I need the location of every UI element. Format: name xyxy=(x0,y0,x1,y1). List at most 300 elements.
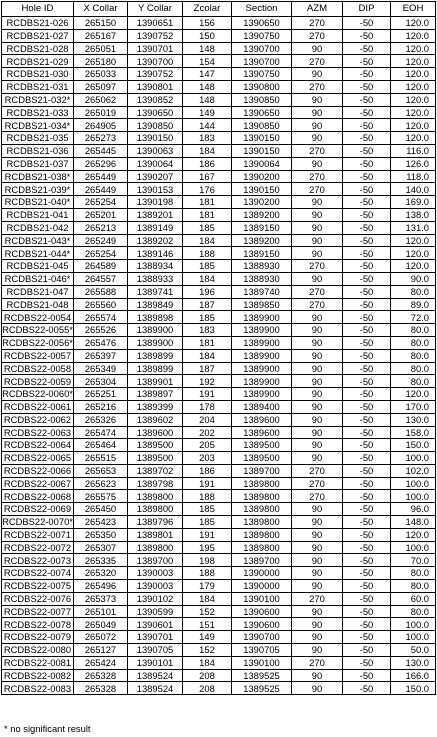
zcollar-cell: 183 xyxy=(183,132,232,145)
x-collar-cell: 265476 xyxy=(74,336,128,349)
section-cell: 1390750 xyxy=(232,68,292,81)
x-collar-cell: 265101 xyxy=(74,605,128,618)
x-collar-cell: 265445 xyxy=(74,144,128,157)
dip-cell: -50 xyxy=(343,260,391,273)
table-row xyxy=(2,375,436,388)
hole-id-cell: RCDBS21-043* xyxy=(2,234,74,247)
table-row xyxy=(2,119,436,132)
azm-cell: 90 xyxy=(292,426,343,439)
azm-cell: 90 xyxy=(292,605,343,618)
y-collar-cell: 1389602 xyxy=(128,413,183,426)
eoh-cell: 126.0 xyxy=(391,157,436,170)
x-collar-cell: 265474 xyxy=(74,426,128,439)
section-cell: 1390750 xyxy=(232,29,292,42)
x-collar-cell: 265049 xyxy=(74,618,128,631)
table-row xyxy=(2,413,436,426)
azm-cell: 90 xyxy=(292,528,343,541)
x-collar-cell: 265051 xyxy=(74,42,128,55)
y-collar-cell: 1388933 xyxy=(128,272,183,285)
eoh-cell: 120.0 xyxy=(391,55,436,68)
x-collar-cell: 265397 xyxy=(74,349,128,362)
azm-cell: 90 xyxy=(292,682,343,695)
zcollar-cell: 148 xyxy=(183,80,232,93)
zcollar-cell: 144 xyxy=(183,119,232,132)
x-collar-cell: 265254 xyxy=(74,196,128,209)
y-collar-cell: 1389900 xyxy=(128,336,183,349)
azm-cell: 90 xyxy=(292,42,343,55)
hole-id-cell: RCDBS22-0080 xyxy=(2,644,74,657)
table-row xyxy=(2,631,436,644)
header-section: Section xyxy=(232,2,292,17)
zcollar-cell: 184 xyxy=(183,592,232,605)
table-row xyxy=(2,490,436,503)
hole-id-cell: RCDBS22-0058 xyxy=(2,362,74,375)
x-collar-cell: 265328 xyxy=(74,669,128,682)
section-cell: 1390200 xyxy=(232,170,292,183)
header-zcollar: Zcolar xyxy=(183,2,232,17)
table-row xyxy=(2,400,436,413)
section-cell: 1389800 xyxy=(232,503,292,516)
section-cell: 1389900 xyxy=(232,311,292,324)
hole-id-cell: RCDBS21-036 xyxy=(2,144,74,157)
section-cell: 1389900 xyxy=(232,324,292,337)
section-cell: 1390700 xyxy=(232,42,292,55)
y-collar-cell: 1390207 xyxy=(128,170,183,183)
section-cell: 1389700 xyxy=(232,554,292,567)
dip-cell: -50 xyxy=(343,55,391,68)
section-cell: 1388930 xyxy=(232,272,292,285)
x-collar-cell: 265019 xyxy=(74,106,128,119)
eoh-cell: 120.0 xyxy=(391,106,436,119)
y-collar-cell: 1388934 xyxy=(128,260,183,273)
dip-cell: -50 xyxy=(343,631,391,644)
zcollar-cell: 148 xyxy=(183,42,232,55)
eoh-cell: 120.0 xyxy=(391,388,436,401)
zcollar-cell: 203 xyxy=(183,452,232,465)
eoh-cell: 90.0 xyxy=(391,272,436,285)
table-row xyxy=(2,618,436,631)
table-row xyxy=(2,439,436,452)
section-cell: 1390064 xyxy=(232,157,292,170)
zcollar-cell: 152 xyxy=(183,644,232,657)
section-cell: 1389500 xyxy=(232,452,292,465)
dip-cell: -50 xyxy=(343,644,391,657)
dip-cell: -50 xyxy=(343,29,391,42)
y-collar-cell: 1389500 xyxy=(128,452,183,465)
table-row xyxy=(2,208,436,221)
x-collar-cell: 265273 xyxy=(74,132,128,145)
dip-cell: -50 xyxy=(343,272,391,285)
zcollar-cell: 149 xyxy=(183,106,232,119)
section-cell: 1390200 xyxy=(232,196,292,209)
zcollar-cell: 184 xyxy=(183,349,232,362)
y-collar-cell: 1390705 xyxy=(128,644,183,657)
eoh-cell: 170.0 xyxy=(391,400,436,413)
y-collar-cell: 1390701 xyxy=(128,631,183,644)
azm-cell: 270 xyxy=(292,80,343,93)
section-cell: 1389500 xyxy=(232,439,292,452)
x-collar-cell: 265249 xyxy=(74,234,128,247)
hole-id-cell: RCDBS22-0057 xyxy=(2,349,74,362)
zcollar-cell: 208 xyxy=(183,669,232,682)
dip-cell: -50 xyxy=(343,285,391,298)
table-row xyxy=(2,132,436,145)
dip-cell: -50 xyxy=(343,311,391,324)
dip-cell: -50 xyxy=(343,554,391,567)
eoh-cell: 120.0 xyxy=(391,29,436,42)
table-row xyxy=(2,298,436,311)
eoh-cell: 80.0 xyxy=(391,285,436,298)
eoh-cell: 80.0 xyxy=(391,605,436,618)
zcollar-cell: 149 xyxy=(183,631,232,644)
hole-id-cell: RCDBS22-0068 xyxy=(2,490,74,503)
eoh-cell: 120.0 xyxy=(391,119,436,132)
hole-id-cell: RCDBS21-045 xyxy=(2,260,74,273)
eoh-cell: 158.0 xyxy=(391,426,436,439)
x-collar-cell: 265180 xyxy=(74,55,128,68)
table-row xyxy=(2,285,436,298)
azm-cell: 90 xyxy=(292,362,343,375)
header-row xyxy=(2,2,436,17)
x-collar-cell: 265575 xyxy=(74,490,128,503)
section-cell: 1389200 xyxy=(232,234,292,247)
eoh-cell: 148.0 xyxy=(391,516,436,529)
x-collar-cell: 264589 xyxy=(74,260,128,273)
azm-cell: 90 xyxy=(292,644,343,657)
hole-id-cell: RCDBS21-041 xyxy=(2,208,74,221)
x-collar-cell: 265201 xyxy=(74,208,128,221)
zcollar-cell: 181 xyxy=(183,336,232,349)
section-cell: 1390800 xyxy=(232,80,292,93)
hole-id-cell: RCDBS21-029 xyxy=(2,55,74,68)
zcollar-cell: 179 xyxy=(183,580,232,593)
azm-cell: 270 xyxy=(292,464,343,477)
header-azm: AZM xyxy=(292,2,343,17)
eoh-cell: 120.0 xyxy=(391,247,436,260)
table-row xyxy=(2,336,436,349)
zcollar-cell: 167 xyxy=(183,170,232,183)
table-row xyxy=(2,17,436,30)
zcollar-cell: 202 xyxy=(183,426,232,439)
eoh-cell: 102.0 xyxy=(391,464,436,477)
azm-cell: 90 xyxy=(292,93,343,106)
y-collar-cell: 1390752 xyxy=(128,29,183,42)
dip-cell: -50 xyxy=(343,605,391,618)
azm-cell: 270 xyxy=(292,170,343,183)
dip-cell: -50 xyxy=(343,80,391,93)
dip-cell: -50 xyxy=(343,464,391,477)
zcollar-cell: 191 xyxy=(183,477,232,490)
hole-id-cell: RCDBS22-0067 xyxy=(2,477,74,490)
dip-cell: -50 xyxy=(343,106,391,119)
eoh-cell: 169.0 xyxy=(391,196,436,209)
zcollar-cell: 192 xyxy=(183,375,232,388)
azm-cell: 90 xyxy=(292,618,343,631)
hole-id-cell: RCDBS22-0072 xyxy=(2,541,74,554)
dip-cell: -50 xyxy=(343,528,391,541)
y-collar-cell: 1390601 xyxy=(128,618,183,631)
dip-cell: -50 xyxy=(343,247,391,260)
table-row xyxy=(2,260,436,273)
hole-id-cell: RCDBS22-0079 xyxy=(2,631,74,644)
section-cell: 1389900 xyxy=(232,362,292,375)
y-collar-cell: 1390850 xyxy=(128,119,183,132)
table-row xyxy=(2,452,436,465)
section-cell: 1390705 xyxy=(232,644,292,657)
x-collar-cell: 265423 xyxy=(74,516,128,529)
y-collar-cell: 1390003 xyxy=(128,567,183,580)
table-row xyxy=(2,362,436,375)
azm-cell: 90 xyxy=(292,247,343,260)
dip-cell: -50 xyxy=(343,541,391,554)
dip-cell: -50 xyxy=(343,452,391,465)
x-collar-cell: 265167 xyxy=(74,29,128,42)
hole-id-cell: RCDBS22-0061 xyxy=(2,400,74,413)
y-collar-cell: 1389801 xyxy=(128,528,183,541)
y-collar-cell: 1390752 xyxy=(128,68,183,81)
eoh-cell: 120.0 xyxy=(391,68,436,81)
dip-cell: -50 xyxy=(343,490,391,503)
dip-cell: -50 xyxy=(343,298,391,311)
x-collar-cell: 265653 xyxy=(74,464,128,477)
hole-id-cell: RCDBS21-047 xyxy=(2,285,74,298)
hole-id-cell: RCDBS21-044* xyxy=(2,247,74,260)
header-x-collar: X Collar xyxy=(74,2,128,17)
eoh-cell: 80.0 xyxy=(391,349,436,362)
section-cell: 1389700 xyxy=(232,464,292,477)
eoh-cell: 120.0 xyxy=(391,234,436,247)
dip-cell: -50 xyxy=(343,221,391,234)
hole-id-cell: RCDBS22-0071 xyxy=(2,528,74,541)
zcollar-cell: 188 xyxy=(183,567,232,580)
x-collar-cell: 265623 xyxy=(74,477,128,490)
table-row xyxy=(2,42,436,55)
eoh-cell: 140.0 xyxy=(391,183,436,196)
dip-cell: -50 xyxy=(343,349,391,362)
hole-id-cell: RCDBS21-039* xyxy=(2,183,74,196)
table-row xyxy=(2,516,436,529)
dip-cell: -50 xyxy=(343,516,391,529)
eoh-cell: 80.0 xyxy=(391,567,436,580)
eoh-cell: 131.0 xyxy=(391,221,436,234)
y-collar-cell: 1389146 xyxy=(128,247,183,260)
y-collar-cell: 1390650 xyxy=(128,106,183,119)
eoh-cell: 130.0 xyxy=(391,413,436,426)
y-collar-cell: 1390801 xyxy=(128,80,183,93)
eoh-cell: 120.0 xyxy=(391,132,436,145)
dip-cell: -50 xyxy=(343,362,391,375)
hole-id-cell: RCDBS22-0078 xyxy=(2,618,74,631)
dip-cell: -50 xyxy=(343,439,391,452)
azm-cell: 270 xyxy=(292,298,343,311)
azm-cell: 90 xyxy=(292,452,343,465)
zcollar-cell: 185 xyxy=(183,503,232,516)
table-row xyxy=(2,580,436,593)
zcollar-cell: 198 xyxy=(183,554,232,567)
eoh-cell: 80.0 xyxy=(391,375,436,388)
y-collar-cell: 1389201 xyxy=(128,208,183,221)
x-collar-cell: 265097 xyxy=(74,80,128,93)
azm-cell: 270 xyxy=(292,490,343,503)
azm-cell: 90 xyxy=(292,221,343,234)
eoh-cell: 138.0 xyxy=(391,208,436,221)
section-cell: 1389400 xyxy=(232,400,292,413)
y-collar-cell: 1390102 xyxy=(128,592,183,605)
x-collar-cell: 265588 xyxy=(74,285,128,298)
x-collar-cell: 265328 xyxy=(74,682,128,695)
zcollar-cell: 184 xyxy=(183,234,232,247)
zcollar-cell: 204 xyxy=(183,413,232,426)
eoh-cell: 96.0 xyxy=(391,503,436,516)
zcollar-cell: 205 xyxy=(183,439,232,452)
x-collar-cell: 264557 xyxy=(74,272,128,285)
section-cell: 1389900 xyxy=(232,375,292,388)
hole-id-cell: RCDBS22-0070* xyxy=(2,516,73,528)
x-collar-cell: 265464 xyxy=(74,439,128,452)
azm-cell: 90 xyxy=(292,196,343,209)
y-collar-cell: 1389897 xyxy=(128,388,183,401)
section-cell: 1390700 xyxy=(232,631,292,644)
x-collar-cell: 265526 xyxy=(74,324,128,337)
table-row xyxy=(2,528,436,541)
section-cell: 1390150 xyxy=(232,144,292,157)
dip-cell: -50 xyxy=(343,682,391,695)
x-collar-cell: 265349 xyxy=(74,362,128,375)
y-collar-cell: 1389898 xyxy=(128,311,183,324)
hole-id-cell: RCDBS22-0055* xyxy=(2,324,73,336)
azm-cell: 90 xyxy=(292,311,343,324)
hole-id-cell: RCDBS21-027 xyxy=(2,29,74,42)
dip-cell: -50 xyxy=(343,132,391,145)
azm-cell: 90 xyxy=(292,208,343,221)
azm-cell: 90 xyxy=(292,157,343,170)
section-cell: 1390600 xyxy=(232,618,292,631)
hole-id-cell: RCDBS21-048 xyxy=(2,298,74,311)
dip-cell: -50 xyxy=(343,68,391,81)
x-collar-cell: 265072 xyxy=(74,631,128,644)
y-collar-cell: 1390150 xyxy=(128,132,183,145)
table-row xyxy=(2,183,436,196)
table-row xyxy=(2,29,436,42)
table-row xyxy=(2,567,436,580)
azm-cell: 90 xyxy=(292,516,343,529)
hole-id-cell: RCDBS21-032* xyxy=(2,93,74,106)
header-eoh: EOH xyxy=(391,2,436,17)
hole-id-cell: RCDBS21-030 xyxy=(2,68,74,81)
zcollar-cell: 187 xyxy=(183,298,232,311)
y-collar-cell: 1389700 xyxy=(128,554,183,567)
x-collar-cell: 265150 xyxy=(74,17,128,30)
table-row xyxy=(2,324,436,337)
zcollar-cell: 178 xyxy=(183,400,232,413)
azm-cell: 90 xyxy=(292,631,343,644)
azm-cell: 90 xyxy=(292,375,343,388)
x-collar-cell: 265033 xyxy=(74,68,128,81)
section-cell: 1390000 xyxy=(232,580,292,593)
hole-id-cell: RCDBS22-0082 xyxy=(2,669,74,682)
dip-cell: -50 xyxy=(343,93,391,106)
y-collar-cell: 1390101 xyxy=(128,656,183,669)
footnote: * no significant result xyxy=(4,723,91,734)
zcollar-cell: 196 xyxy=(183,285,232,298)
y-collar-cell: 1389798 xyxy=(128,477,183,490)
x-collar-cell: 265127 xyxy=(74,644,128,657)
eoh-cell: 80.0 xyxy=(391,580,436,593)
zcollar-cell: 191 xyxy=(183,528,232,541)
section-cell: 1389800 xyxy=(232,490,292,503)
zcollar-cell: 186 xyxy=(183,157,232,170)
eoh-cell: 80.0 xyxy=(391,324,436,337)
azm-cell: 270 xyxy=(292,29,343,42)
hole-id-cell: RCDBS22-0065 xyxy=(2,452,74,465)
y-collar-cell: 1389202 xyxy=(128,234,183,247)
section-cell: 1390650 xyxy=(232,17,292,30)
y-collar-cell: 1389149 xyxy=(128,221,183,234)
section-cell: 1389850 xyxy=(232,298,292,311)
zcollar-cell: 185 xyxy=(183,516,232,529)
zcollar-cell: 150 xyxy=(183,29,232,42)
dip-cell: -50 xyxy=(343,196,391,209)
table-row xyxy=(2,541,436,554)
table-row xyxy=(2,388,436,401)
table-row xyxy=(2,682,436,695)
section-cell: 1389800 xyxy=(232,528,292,541)
x-collar-cell: 265350 xyxy=(74,528,128,541)
section-cell: 1390600 xyxy=(232,605,292,618)
eoh-cell: 50.0 xyxy=(391,644,436,657)
section-cell: 1390650 xyxy=(232,106,292,119)
hole-id-cell: RCDBS22-0066 xyxy=(2,464,74,477)
y-collar-cell: 1389741 xyxy=(128,285,183,298)
y-collar-cell: 1389399 xyxy=(128,400,183,413)
zcollar-cell: 176 xyxy=(183,183,232,196)
eoh-cell: 80.0 xyxy=(391,336,436,349)
hole-id-cell: RCDBS22-0064 xyxy=(2,439,74,452)
hole-id-cell: RCDBS22-0069 xyxy=(2,503,74,516)
dip-cell: -50 xyxy=(343,567,391,580)
hole-id-cell: RCDBS21-046* xyxy=(2,272,74,285)
x-collar-cell: 265449 xyxy=(74,170,128,183)
x-collar-cell: 265449 xyxy=(74,183,128,196)
zcollar-cell: 185 xyxy=(183,221,232,234)
eoh-cell: 120.0 xyxy=(391,260,436,273)
eoh-cell: 120.0 xyxy=(391,17,436,30)
table-body xyxy=(2,17,436,695)
azm-cell: 90 xyxy=(292,413,343,426)
hole-id-cell: RCDBS21-040* xyxy=(2,196,74,209)
dip-cell: -50 xyxy=(343,336,391,349)
azm-cell: 270 xyxy=(292,285,343,298)
zcollar-cell: 187 xyxy=(183,362,232,375)
section-cell: 1390100 xyxy=(232,592,292,605)
section-cell: 1390000 xyxy=(232,567,292,580)
zcollar-cell: 183 xyxy=(183,324,232,337)
zcollar-cell: 195 xyxy=(183,541,232,554)
section-cell: 1389150 xyxy=(232,221,292,234)
section-cell: 1390850 xyxy=(232,93,292,106)
y-collar-cell: 1389900 xyxy=(128,324,183,337)
section-cell: 1389900 xyxy=(232,336,292,349)
y-collar-cell: 1389800 xyxy=(128,541,183,554)
table-row xyxy=(2,503,436,516)
section-cell: 1390150 xyxy=(232,183,292,196)
zcollar-cell: 148 xyxy=(183,93,232,106)
zcollar-cell: 151 xyxy=(183,618,232,631)
y-collar-cell: 1389500 xyxy=(128,439,183,452)
section-cell: 1389800 xyxy=(232,541,292,554)
hole-id-cell: RCDBS22-0063 xyxy=(2,426,74,439)
hole-id-cell: RCDBS22-0077 xyxy=(2,605,74,618)
